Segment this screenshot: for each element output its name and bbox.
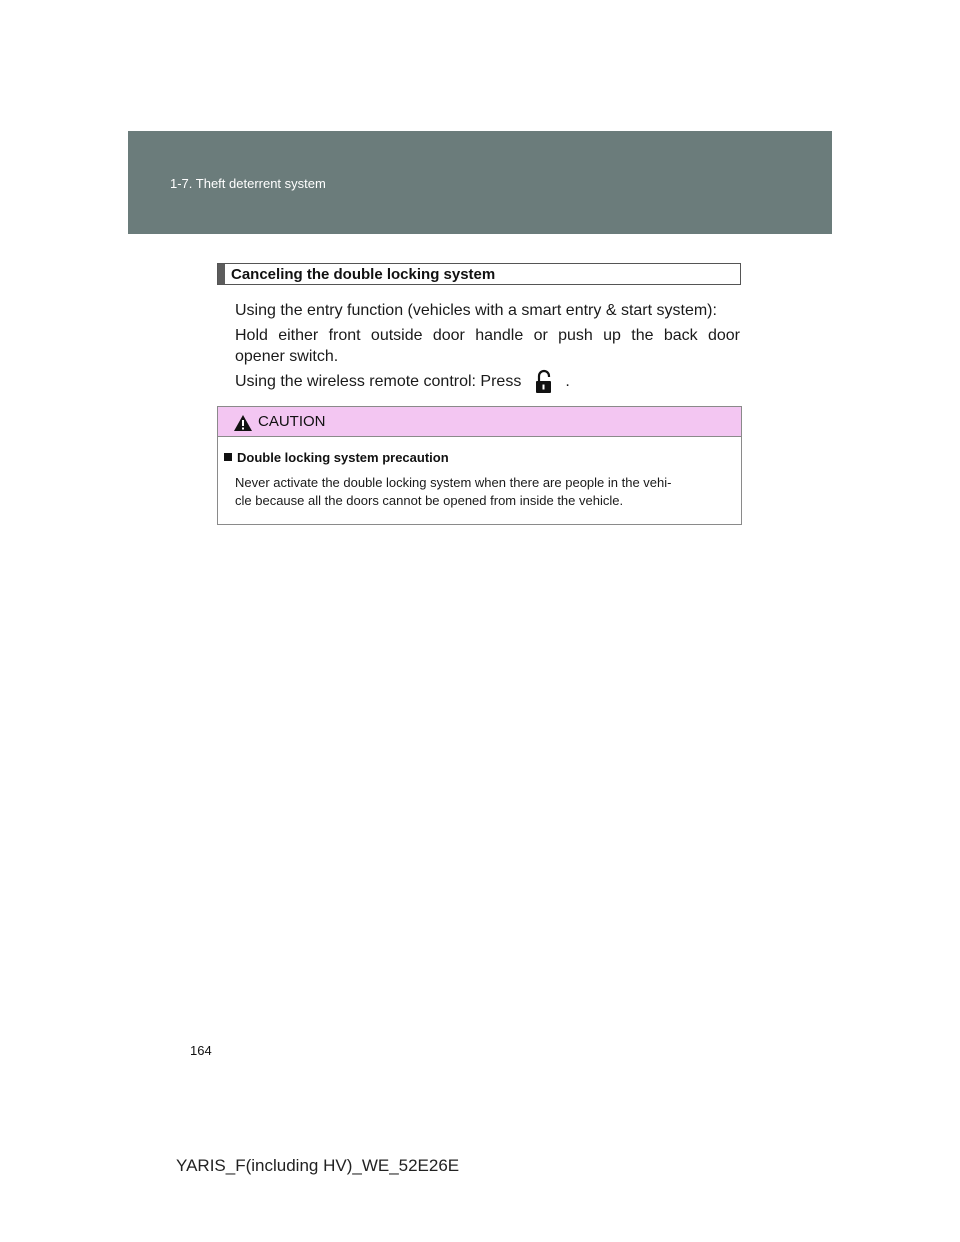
bullet-square-icon: [224, 453, 232, 461]
caution-subheading-text: Double locking system precaution: [237, 450, 449, 465]
body-line: Hold either front outside door handle or push up the back door: [235, 327, 740, 344]
section-heading-bar: [218, 264, 225, 284]
caution-subheading: [224, 450, 449, 465]
caution-body-line: Never activate the double locking system when there are people in the vehi-: [235, 475, 672, 490]
body-line: Using the entry function (vehicles with a smart entry & start system):: [235, 302, 717, 319]
section-title: Canceling the double locking system: [231, 266, 496, 283]
caution-box: [217, 406, 742, 525]
warning-triangle-icon: [233, 414, 253, 432]
chapter-header-band: [128, 131, 832, 234]
body-line: opener switch.: [235, 348, 339, 365]
caution-body: [235, 474, 738, 510]
caution-header: [218, 407, 741, 437]
footer-document-id: YARIS_F(including HV)_WE_52E26E: [176, 1156, 460, 1175]
section-heading: [217, 263, 741, 285]
unlock-icon: [533, 369, 555, 395]
body-line-unlock-instruction: [235, 369, 740, 395]
page-number: 164: [190, 1043, 212, 1058]
press-instruction: Using the wireless remote control: Press: [235, 373, 522, 391]
caution-body-line: cle because all the doors cannot be opened from inside the vehicle.: [235, 493, 624, 508]
caution-label: CAUTION: [258, 413, 326, 430]
chapter-title: 1-7. Theft deterrent system: [170, 176, 326, 191]
period: .: [565, 373, 570, 391]
